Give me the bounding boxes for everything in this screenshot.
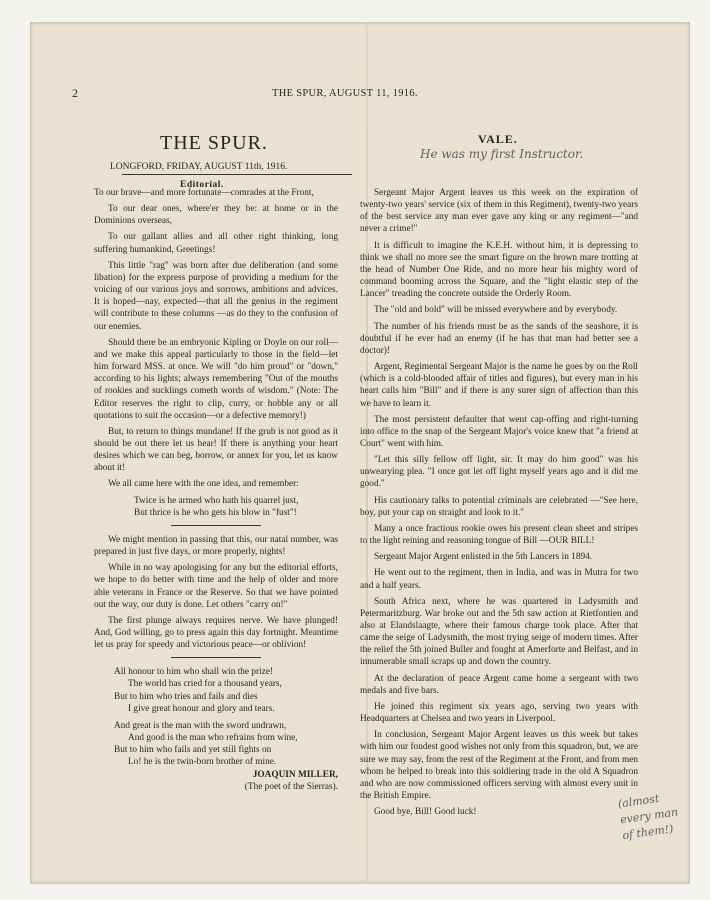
editorial-paragraph: We might mention in passing that this, our natal number, was prepared in just five days, or more properly, nights! (94, 534, 338, 558)
poem-line: But to him who tries and fails and dies (114, 691, 258, 702)
poem-line: And good is the man who refrains from wine, (128, 733, 298, 744)
editorial-column (94, 187, 338, 793)
section-divider (171, 657, 261, 658)
margin-note: (almost every man of them!) (617, 791, 679, 843)
vale-paragraph: South Africa next, where he was quartered in Ladysmith and Petermaritzburg. War broke out and the 5th saw action at Rietfontien and also at Elandslaagte, where their famous charge took place. After that came the seige of Ladysmith, the most trying seige of modern times. After the relief the 5th joined Buller and fought at Amerforte and Belfast, and in innumerable small scraps up and down the country. (360, 596, 638, 668)
vale-paragraph: "Let this silly fellow off light, sir. It may do him good" was his unwearying plea. "I once got let off light myself years ago and it did me good." (360, 455, 638, 490)
vale-heading: VALE. (478, 132, 518, 146)
page-number: 2 (72, 86, 78, 100)
vale-paragraph: The most persistent defaulter that went cap-offing and right-turning into office to the snap of the Sergeant Major's voice knew that "a friend at Court" went with him. (360, 414, 638, 449)
poem-author: JOAQUIN MILLER, (252, 769, 338, 780)
vale-paragraph: Argent, Regimental Sergeant Major is the name he goes by on the Roll (which is a cold-blooded affair of titles and figures), but every man in his heart calls him "Bill" and if there is any surer sign of affection than this we have to learn it. (360, 362, 638, 409)
section-divider (171, 525, 261, 526)
editorial-paragraph: While in no way apologising for any but the editorial efforts, we hope to do better with time and the help of older and more able veterans in France or the Reserve. So that we have pointed out the way, our duty is done. Let others "carry on!" (94, 563, 338, 610)
editorial-heading: Editorial. (180, 180, 224, 190)
vale-paragraph: Many a once fractious rookie owes his present clean sheet and stripes to the light reining and reasoning tongue of Bill —OUR BILL! (360, 523, 638, 547)
poem-line: The world has cried for a thousand years, (128, 679, 282, 690)
poem-line: Lo! he is the twin-born brother of mine. (128, 757, 277, 768)
editorial-paragraph: To our dear ones, where'er they be: at home or in the Dominions overseas, (94, 204, 338, 227)
masthead-dateline: LONGFORD, FRIDAY, AUGUST 11th, 1916. (110, 162, 288, 172)
poem-line: But to him who fails and yet still fights on (114, 745, 272, 756)
vale-paragraph: He went out to the regiment, then in India, and was in Mutra for two and a half years. (360, 568, 638, 591)
vale-paragraph: At the declaration of peace Argent came home a sergeant with two medals and five bars. (360, 673, 638, 696)
editorial-paragraph: This little "rag" was born after due deliberation (and some libation) for the express purpose of providing a medium for the voicing of our various joys and sorrows, ambitions and advices. It is hoped—nay, expected—that all the genius in the regiment will contribute to these columns —as do they to the confusion of our enemies. (94, 260, 338, 332)
masthead-title: THE SPUR. (160, 132, 268, 154)
vale-paragraph: He joined this regiment six years ago, serving two years with Headquarters at Chelsea and two years in Liverpool. (360, 701, 638, 725)
newspaper-page (30, 22, 690, 884)
editorial-paragraph: We all came here with the one idea, and remember: (108, 479, 299, 490)
couplet-line: Twice is he armed who hath his quarrel just, (134, 495, 299, 506)
editorial-paragraph: To our gallant allies and all other right thinking, long suffering humankind, Greetings! (94, 232, 338, 255)
handwritten-note: He was my first Instructor. (420, 147, 584, 161)
vale-paragraph: Sergeant Major Argent leaves us this week on the expiration of twenty-two years' service (six of them in this Regiment), twenty-two years of the best service any man ever gave any king or any regiment—"and never a crime!" (360, 188, 638, 235)
poem (114, 666, 338, 793)
poem-line: And great is the man with the sword undrawn, (114, 720, 287, 731)
vale-paragraph: In conclusion, Sergeant Major Argent leaves us this week but takes with him our fondest good wishes not only from this squadron, but, we are sure we may say, from the rest of the Regiment at the Front, and from men whom he helped to break into this soldiering trade in the old A Squadron and who are now commissioned officers serving with almost every unit in the British Empire. (360, 730, 638, 802)
editorial-paragraph: The first plunge always requires nerve. We have plunged! And, God willing, go to press again this day fortnight. Meantime let us pray for speedy and victorious peace—or oblivion! (94, 615, 338, 651)
poem-line: All honour to him who shall win the prize! (114, 667, 274, 678)
poem-author-note: (The poet of the Sierras). (244, 781, 338, 792)
vale-paragraph: Good bye, Bill! Good luck! (374, 807, 477, 818)
editorial-paragraph: To our brave—and more fortunate—comrades at the Front, (94, 188, 314, 198)
couplet-line: But thrice is he who gets his blow in "fust"! (134, 507, 297, 518)
editorial-paragraph: But, to return to things mundane! If the grub is not good as it should be out there let us hear! If there is anything your heart desires which we can beg, borrow, or annex for you, let us know about it! (94, 426, 338, 474)
vale-paragraph: The "old and bold" will be missed everywhere and by everybody. (374, 305, 618, 316)
vale-paragraph: His cautionary talks to potential criminals are celebrated —"See here, boy, put your cap on straight and look to it." (360, 495, 638, 518)
poem-line: I give great honour and glory and tears. (128, 703, 275, 714)
editorial-paragraph: Should there be an embryonic Kipling or Doyle on our roll—and we make this appeal particularly to those in the field—let him forward MSS. at once. We will "do him proud" or "down," according to his lights; always remembering "Out of the mouths of rookies and sucklings cometh words of wisdom." (Note: The Editor reserves the right to clip, curry, or hobble any or all quotations to suit the occasion—or a defective memory!) (94, 337, 338, 421)
vale-column (360, 187, 638, 822)
running-title: THE SPUR, AUGUST 11, 1916. (272, 88, 418, 99)
couplet (134, 495, 338, 519)
vale-paragraph: It is difficult to imagine the K.E.H. without him, it is depressing to think we shall no more see the smart figure on the brown mare trotting at the head of Number One Ride, and no more hear his mighty word of command booming across the Square, and the "light elastic step of the Lancer" treading the concrete outside the Orderly Room. (360, 240, 638, 300)
vale-paragraph: The number of his friends must be as the sands of the seashore, it is doubtful if he ever had an enemy (if he has that man had better see a doctor)! (360, 321, 638, 356)
vale-paragraph: Sergeant Major Argent enlisted in the 5th Lancers in 1894. (374, 552, 593, 563)
masthead-rule (122, 174, 352, 175)
